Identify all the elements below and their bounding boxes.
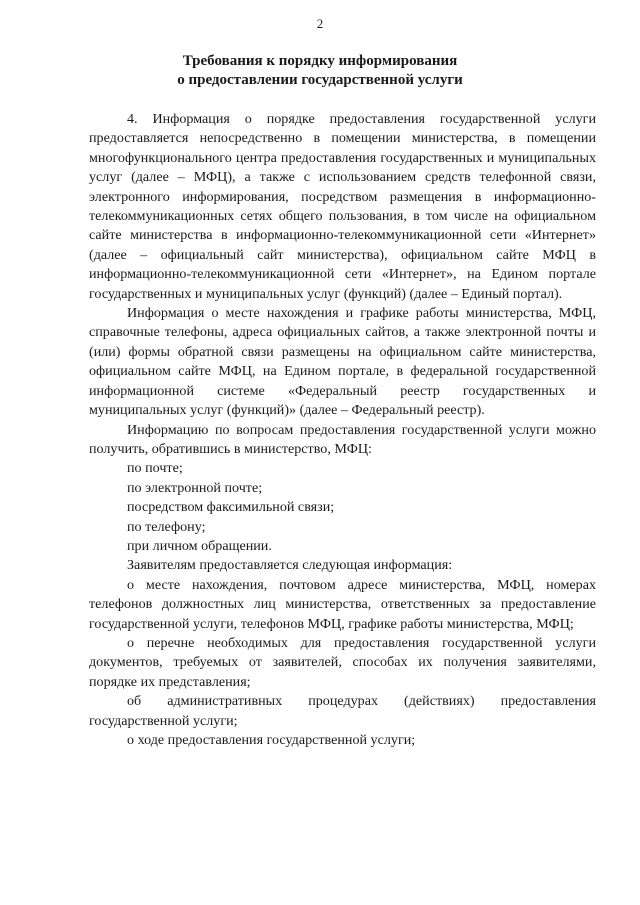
info-item: об административных процедурах (действиях) предоставления государственной услуги; <box>89 693 596 729</box>
paragraph-how-to-obtain: Информацию по вопросам предоставления государственной услуги можно получить, обратившись в министерство, МФЦ: <box>89 421 596 457</box>
section-title-line-2: о предоставлении государственной услуги <box>177 72 463 88</box>
info-item: о месте нахождения, почтовом адресе министерства, МФЦ, номерах телефонов должностных лиц министерства, ответственных за предоставление государственной услуги, телефонов МФЦ, графике работы министерства, МФЦ; <box>89 576 596 632</box>
section-title <box>0 52 640 90</box>
info-item: о перечне необходимых для предоставления государственной услуги документов, требуемых от заявителей, способах их получения заявителями, порядке их представления; <box>89 634 596 690</box>
section-title-line-1: Требования к порядку информирования <box>182 53 458 69</box>
contact-method-item: посредством факсимильной связи; <box>127 499 335 516</box>
info-item: о ходе предоставления государственной услуги; <box>127 732 416 748</box>
page-number: 2 <box>316 16 324 31</box>
paragraph-location-schedule: Информация о месте нахождения и графике работы министерства, МФЦ, справочные телефоны, адреса официальных сайтов, а также электронной почты и (или) формы обратной связи размещены на официальном сайте министерства, официальном сайте МФЦ, на Едином портале, в федеральной государственной информационной системе «Федеральный реестр государственных и муниципальных услуг (функций)» (далее – Федеральный реестр). <box>89 305 596 419</box>
paragraph-info-intro: Заявителям предоставляется следующая информация: <box>127 557 453 574</box>
paragraph-information-procedure: 4. Информация о порядке предоставления государственной услуги предоставляется непосредственно в помещении министерства, в помещении многофункционального центра предоставления государственных и муниципальных услуг (далее – МФЦ), а также с использованием средств телефонной связи, электронного информирования, посредством размещения в информационно-телекоммуникационных сетях общего пользования, в том числе на официальном сайте министерства в информационно-телекоммуникационной сети «Интернет» (далее – официальный сайт министерства), официальном сайте МФЦ в информационно-телекоммуникационной сети «Интернет», на Едином портале государственных и муниципальных услуг (функций) (далее – Единый портал). <box>89 111 596 302</box>
contact-method-item: по электронной почте; <box>127 479 263 496</box>
document-body <box>89 110 596 750</box>
contact-method-item: по почте; <box>127 460 183 477</box>
contact-method-item: при личном обращении. <box>127 537 272 554</box>
contact-method-item: по телефону; <box>127 518 206 535</box>
